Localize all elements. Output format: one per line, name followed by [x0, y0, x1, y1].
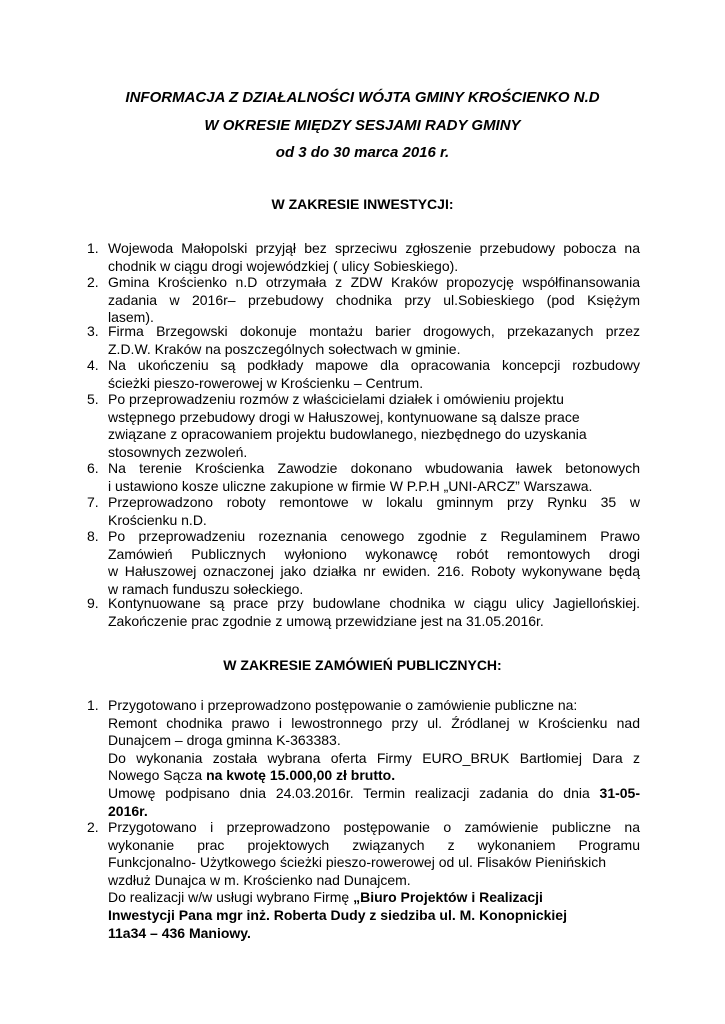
text-line [108, 907, 640, 925]
text-line: Po przeprowadzeniu rozmów z właścicielami działek i omówieniu projektu [108, 391, 564, 407]
investment-item-6 [108, 460, 640, 495]
text-line: w ramach funduszu sołeckiego. [108, 580, 304, 597]
text-line: Kontynuowane są prace przy budowlane chodnika w ciągu ulicy Jagiellońskiej. [108, 595, 640, 611]
list-item-number: 2. [87, 819, 99, 835]
contract-amount: na kwotę 15.000,00 zł brutto. [206, 767, 396, 784]
text-line: Funkcjonalno- Użytkowego ścieżki pieszo-rowerowej od ul. Flisaków Pienińskich [108, 854, 606, 871]
contractor-address: Inwestycji Pana mgr inż. Roberta Dudy z siedziba ul. M. Konopnickiej [108, 906, 567, 923]
text-line: Na ukończeniu są podkłady mapowe dla opracowania koncepcji rozbudowy [108, 357, 640, 373]
text-line: Do wykonania została wybrana oferta Firmy EURO_BRUK Bartłomiej Dara z [108, 749, 640, 766]
text-line: wykonanie prac projektowych związanych z wykonaniem Programu [108, 836, 640, 853]
doc-title-line3: od 3 do 30 marca 2016 r. [275, 144, 450, 161]
investment-item-9 [108, 595, 640, 630]
text-line: lasem). [108, 309, 154, 326]
text-line: Dunajcem – droga gminna K-363383. [108, 732, 341, 749]
doc-title-line1: INFORMACJA Z DZIAŁALNOŚCI WÓJTA GMINY KROŚCIENKO N.D [125, 89, 600, 106]
section-heading-investments: W ZAKRESIE INWESTYCJI: [271, 196, 454, 212]
text-line [108, 925, 640, 943]
text-line: Krościenku n.D. [108, 511, 207, 528]
text-line: Gmina Krościenko n.D otrzymała z ZDW Kraków propozycję współfinansowania [108, 274, 640, 290]
text-line: i ustawiono kosze uliczne zakupione w firmie W P.P.H „UNI-ARCZ” Warszawa. [108, 477, 593, 494]
text-line: chodnik w ciągu drogi wojewódzkiej ( ulicy Sobieskiego). [108, 257, 459, 274]
section-heading-procurement: W ZAKRESIE ZAMÓWIEŃ PUBLICZNYCH: [223, 657, 502, 673]
text-line [108, 889, 640, 907]
investment-item-5 [108, 391, 640, 461]
list-item-number: 3. [87, 323, 99, 339]
text-line: Wojewoda Małopolski przyjął bez sprzeciwu zgłoszenie przebudowy pobocza na [108, 240, 640, 256]
text-line: związane z opracowaniem projektu budowlanego, niezbędnego do uzyskania [108, 426, 587, 443]
list-item-number: 6. [87, 460, 99, 476]
text-line: Przygotowano i przeprowadzono postępowanie o zamówienie publiczne na [108, 819, 640, 835]
doc-title-line2: W OKRESIE MIĘDZY SESJAMI RADY GMINY [204, 117, 521, 134]
text-segment: Nowego Sącza [108, 767, 207, 784]
procurement-item-2 [108, 819, 640, 942]
investment-item-7 [108, 494, 640, 529]
text-line: Zamówień Publicznych wyłoniono wykonawcę robót remontowych drogi [108, 545, 640, 562]
text-line [108, 803, 640, 821]
contractor-name: „Biuro Projektów i Realizacji [353, 889, 543, 906]
text-line [108, 785, 640, 803]
contractor-address-end: 11a34 – 436 Maniowy. [108, 924, 251, 941]
investment-item-1 [108, 240, 640, 275]
list-item-number: 4. [87, 357, 99, 373]
procurement-item-1 [108, 697, 640, 820]
text-line: Zakończenie prac zgodnie z umową przewidziane jest na 31.05.2016r. [108, 612, 544, 629]
list-item-number: 5. [87, 391, 99, 407]
text-line: zadania w 2016r– przebudowy chodnika przy ul.Sobieskiego (pod Księżym [108, 291, 640, 308]
text-segment: Do realizacji w/w usługi wybrano Firmę [108, 889, 354, 906]
list-item-number: 1. [87, 240, 99, 256]
text-line: wstępnego przebudowy drogi w Hałuszowej, kontynuowane są dalsze prace [108, 408, 580, 425]
list-item-number: 9. [87, 595, 99, 611]
text-line: ścieżki pieszo-rowerowej w Krościenku – Centrum. [108, 374, 424, 391]
list-item-number: 7. [87, 494, 99, 510]
text-line: Remont chodnika prawo i lewostronnego przy ul. Źródlanej w Krościenku nad [108, 714, 640, 731]
text-line: Firma Brzegowski dokonuje montażu barier drogowych, przekazanych przez [108, 323, 640, 339]
text-line: Z.D.W. Kraków na poszczególnych sołectwach w gminie. [108, 340, 461, 357]
list-item-number: 1. [87, 697, 99, 713]
text-line: Po przeprowadzeniu rozeznania cenowego zgodnie z Regulaminem Prawo [108, 528, 640, 544]
text-line: Przeprowadzono roboty remontowe w lokalu gminnym przy Rynku 35 w [108, 494, 640, 510]
text-line: Na terenie Krościenka Zawodzie dokonano wbudowania ławek betonowych [108, 460, 640, 476]
investment-item-4 [108, 357, 640, 392]
text-line [108, 767, 640, 785]
list-item-number: 2. [87, 274, 99, 290]
deadline-date: 31-05- [599, 784, 640, 801]
text-segment: Umowę podpisano dnia 24.03.2016r. Termin realizacji zadania do dnia [108, 784, 600, 801]
list-item-number: 8. [87, 528, 99, 544]
investment-item-8 [108, 528, 640, 598]
investment-item-3 [108, 323, 640, 358]
text-line: Przygotowano i przeprowadzono postępowanie o zamówienie publiczne na: [108, 697, 578, 713]
investment-item-2 [108, 274, 640, 327]
text-line: w Hałuszowej oznaczonej jako działka nr ewiden. 216. Roboty wykonywane będą [108, 563, 640, 580]
text-line: stosownych zezwoleń. [108, 443, 248, 460]
deadline-date-end: 2016r. [108, 802, 148, 819]
text-line: wzdłuż Dunajca w m. Krościenko nad Dunajcem. [108, 871, 411, 888]
